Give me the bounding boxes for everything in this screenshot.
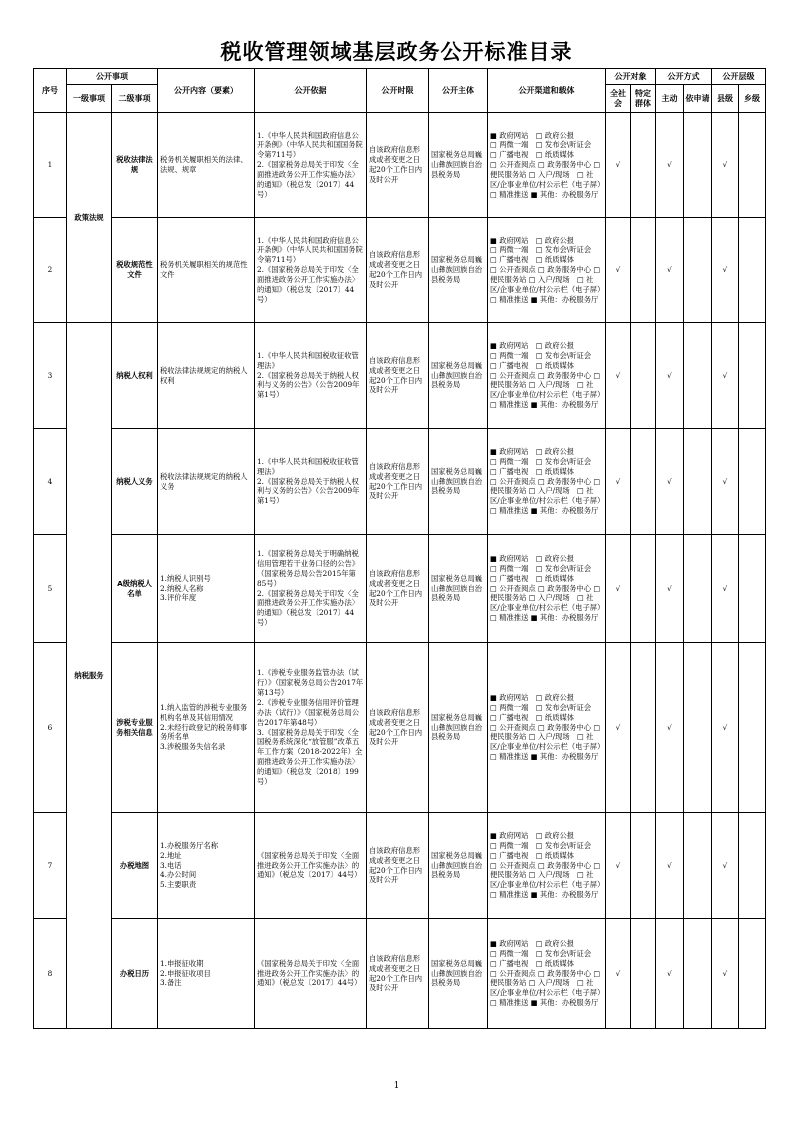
channel-line: □ 精准推送 ■ 其他：办税服务厅: [490, 752, 599, 762]
time-cell: 自该政府信息形成或者变更之日起20个工作日内及时公开: [367, 323, 429, 429]
content-line: 2.纳税人名称: [160, 583, 204, 593]
channel-line: □ 精准推送 ■ 其他：办税服务厅: [490, 506, 599, 516]
content-line: 2.地址: [160, 850, 182, 860]
row-number: 7: [34, 813, 67, 919]
level2-item: A级纳税人名单: [112, 535, 158, 643]
channel-line: □ 广播电视 □ 纸质媒体: [490, 712, 575, 722]
content-cell: [158, 535, 255, 643]
method-active-mark: √: [656, 643, 684, 813]
channel-line: □ 精准推送 ■ 其他：办税服务厅: [490, 613, 599, 623]
level-township-mark: [739, 218, 766, 323]
channel-line: □ 公开查阅点 □ 政务服务中心 □ 便民服务站 □ 入户/现场 □ 社区/企事业单位/村公示栏（电子屏）: [490, 968, 605, 998]
page-title: 税收管理领域基层政务公开标准目录: [220, 40, 573, 64]
target-all-mark: √: [606, 323, 631, 429]
header-content: 公开内容（要素）: [158, 69, 255, 113]
channel-line: □ 广播电视 □ 纸质媒体: [490, 573, 575, 583]
channel-line: □ 两微一端 □ 发布会\听证会: [490, 350, 592, 360]
channel-line: □ 精准推送 ■ 其他：办税服务厅: [490, 998, 599, 1008]
level-county-mark: √: [712, 323, 739, 429]
channel-cell: [488, 919, 606, 1029]
channel-line: □ 精准推送 ■ 其他：办税服务厅: [490, 189, 599, 199]
channel-cell: [488, 813, 606, 919]
row-number: 2: [34, 218, 67, 323]
header-level1: 一级事项: [67, 85, 112, 113]
basis-line: 3.《国家税务总局关于印发〈全国税务系统深化“放管服”改革五年工作方案（2018-2022年）全面推进政务公开工作实施办法〉的通知》（税总发〔2018〕199号）: [257, 727, 363, 786]
basis-cell: [255, 323, 367, 429]
target-specific-mark: [631, 323, 656, 429]
header-target: 公开对象: [606, 69, 656, 85]
channel-line: □ 两微一端 □ 发布会\听证会: [490, 140, 592, 150]
method-request-mark: [684, 113, 712, 218]
channel-line: □ 广播电视 □ 纸质媒体: [490, 360, 575, 370]
level-township-mark: [739, 429, 766, 535]
subject-cell: 国家税务总局巍山彝族回族自治县税务局: [429, 218, 488, 323]
content-cell: [158, 813, 255, 919]
basis-line: 《国家税务总局关于印发〈全面推进政务公开工作实施办法〉的通知》（税总发〔2017〕44号）: [257, 850, 362, 880]
group-label: 政策法规: [67, 113, 112, 323]
level2-item: 涉税专业服务相关信息: [112, 643, 158, 813]
method-request-mark: [684, 218, 712, 323]
channel-cell: [488, 429, 606, 535]
time-cell: 自该政府信息形成或者变更之日起20个工作日内及时公开: [367, 429, 429, 535]
method-active-mark: √: [656, 919, 684, 1029]
row-number: 5: [34, 535, 67, 643]
basis-line: 2.《国家税务总局关于印发〈全面推进政务公开工作实施办法〉的通知》（税总发〔2017〕44号）: [257, 160, 360, 199]
channel-cell: [488, 218, 606, 323]
subject-cell: 国家税务总局巍山彝族回族自治县税务局: [429, 643, 488, 813]
content-line: 1.纳税人识别号: [160, 573, 211, 583]
method-request-mark: [684, 813, 712, 919]
method-request-mark: [684, 323, 712, 429]
channel-cell: [488, 643, 606, 813]
channel-line: □ 公开查阅点 □ 政务服务中心 □ 便民服务站 □ 入户/现场 □ 社区/企事业单位/村公示栏（电子屏）: [490, 583, 605, 613]
channel-cell: [488, 113, 606, 218]
channel-line: □ 两微一端 □ 发布会\听证会: [490, 245, 592, 255]
basis-line: 2.《国家税务总局关于印发〈全面推进政务公开工作实施办法〉的通知》（税总发〔2017〕44号）: [257, 588, 360, 628]
header-item: 公开事项: [67, 69, 158, 85]
content-line: 2.未经行政登记的税务师事务所名单: [160, 722, 248, 742]
method-active-mark: √: [656, 218, 684, 323]
header-method: 公开方式: [656, 69, 712, 85]
time-cell: 自该政府信息形成或者变更之日起20个工作日内及时公开: [367, 643, 429, 813]
content-line: 3.备注: [160, 978, 182, 988]
basis-line: 2.《涉税专业服务信用评价管理办法（试行）》（国家税务总局公告2017年第48号）: [257, 697, 360, 727]
level-county-mark: √: [712, 813, 739, 919]
level-township-mark: [739, 113, 766, 218]
level-township-mark: [739, 919, 766, 1029]
method-request-mark: [684, 429, 712, 535]
time-cell: 自该政府信息形成或者变更之日起20个工作日内及时公开: [367, 919, 429, 1029]
target-specific-mark: [631, 113, 656, 218]
target-specific-mark: [631, 218, 656, 323]
channel-line: □ 精准推送 ■ 其他：办税服务厅: [490, 890, 599, 900]
channel-line: ■ 政府网站 □ 政府公报: [490, 939, 575, 949]
row-number: 8: [34, 919, 67, 1029]
method-active-mark: √: [656, 535, 684, 643]
channel-line: □ 两微一端 □ 发布会\听证会: [490, 948, 592, 958]
content-line: 税务机关履职相关的规范性文件: [160, 260, 248, 279]
channel-line: ■ 政府网站 □ 政府公报: [490, 341, 575, 351]
method-request-mark: [684, 919, 712, 1029]
method-request-mark: [684, 643, 712, 813]
channel-line: □ 两微一端 □ 发布会\听证会: [490, 702, 592, 712]
header-seq: 序号: [34, 69, 67, 113]
target-specific-mark: [631, 919, 656, 1029]
channel-line: ■ 政府网站 □ 政府公报: [490, 831, 575, 841]
content-line: 税收法律法规规定的纳税人权利: [160, 365, 248, 385]
table-row: [34, 429, 766, 535]
basis-line: 2.《国家税务总局关于印发〈全面推进政务公开工作实施办法〉的通知》（税总发〔2017〕44号）: [257, 265, 360, 304]
header-target-all: 全社会: [606, 85, 631, 113]
target-specific-mark: [631, 429, 656, 535]
method-active-mark: √: [656, 429, 684, 535]
basis-line: 2.《国家税务总局关于纳税人权利与义务的公告》（公告2009年第1号）: [257, 370, 360, 400]
level2-item: 办税地图: [112, 813, 158, 919]
level-township-mark: [739, 813, 766, 919]
time-cell: 自该政府信息形成或者变更之日起20个工作日内及时公开: [367, 218, 429, 323]
content-line: 3.评价年度: [160, 593, 197, 603]
row-number: 3: [34, 323, 67, 429]
group-label: 纳税服务: [67, 323, 112, 1029]
header-level-county: 县级: [712, 85, 739, 113]
header-method-active: 主动: [656, 85, 684, 113]
content-line: 1.办税服务厅名称: [160, 840, 219, 850]
subject-cell: 国家税务总局巍山彝族回族自治县税务局: [429, 535, 488, 643]
basis-cell: [255, 643, 367, 813]
subject-cell: 国家税务总局巍山彝族回族自治县税务局: [429, 919, 488, 1029]
channel-line: □ 精准推送 ■ 其他：办税服务厅: [490, 400, 599, 410]
target-all-mark: √: [606, 813, 631, 919]
header-level2: 二级事项: [112, 85, 158, 113]
catalog-table: [33, 68, 766, 1029]
target-specific-mark: [631, 813, 656, 919]
level-county-mark: √: [712, 919, 739, 1029]
content-line: 5.主要职责: [160, 880, 197, 890]
content-line: 2.申报征收项目: [160, 968, 211, 978]
table-row: [34, 535, 766, 643]
target-all-mark: √: [606, 113, 631, 218]
level-township-mark: [739, 643, 766, 813]
channel-line: □ 公开查阅点 □ 政务服务中心 □ 便民服务站 □ 入户/现场 □ 社区/企事业单位/村公示栏（电子屏）: [490, 160, 605, 189]
method-request-mark: [684, 535, 712, 643]
header-level: 公开层级: [712, 69, 766, 85]
basis-cell: [255, 535, 367, 643]
time-cell: 自该政府信息形成或者变更之日起20个工作日内及时公开: [367, 813, 429, 919]
content-cell: [158, 323, 255, 429]
header-basis: 公开依据: [255, 69, 367, 113]
channel-line: ■ 政府网站 □ 政府公报: [490, 554, 575, 564]
content-line: 3.电话: [160, 860, 182, 870]
content-line: 税收法律法规规定的纳税人义务: [160, 471, 248, 491]
header-time: 公开时限: [367, 69, 429, 113]
basis-line: 1.《中华人民共和国政府信息公开条例》（中华人民共和国国务院令第711号）: [257, 130, 363, 160]
content-line: 1.申报征收期: [160, 958, 204, 968]
target-specific-mark: [631, 643, 656, 813]
header-target-specific: 特定群体: [631, 85, 656, 113]
header-channel: 公开渠道和载体: [488, 69, 606, 113]
channel-line: □ 两微一端 □ 发布会\听证会: [490, 840, 592, 850]
basis-cell: [255, 113, 367, 218]
content-line: 1.纳入监管的涉税专业服务机构名单及其信用情况: [160, 702, 248, 722]
channel-line: □ 广播电视 □ 纸质媒体: [490, 850, 575, 860]
basis-cell: [255, 429, 367, 535]
header-method-request: 依申请: [684, 85, 712, 113]
channel-line: ■ 政府网站 □ 政府公报: [490, 235, 575, 245]
channel-line: ■ 政府网站 □ 政府公报: [490, 130, 575, 140]
level-township-mark: [739, 535, 766, 643]
target-specific-mark: [631, 535, 656, 643]
channel-cell: [488, 535, 606, 643]
content-cell: [158, 218, 255, 323]
header-subject: 公开主体: [429, 69, 488, 113]
channel-line: □ 两微一端 □ 发布会\听证会: [490, 563, 592, 573]
channel-line: □ 广播电视 □ 纸质媒体: [490, 150, 575, 160]
table-row: [34, 919, 766, 1029]
subject-cell: 国家税务总局巍山彝族回族自治县税务局: [429, 323, 488, 429]
basis-cell: [255, 919, 367, 1029]
header-level-township: 乡级: [739, 85, 766, 113]
page-number: 1: [393, 1081, 400, 1091]
table-row: [34, 643, 766, 813]
level-county-mark: √: [712, 535, 739, 643]
level2-item: 税收法律法规: [112, 113, 158, 218]
row-number: 1: [34, 113, 67, 218]
subject-cell: 国家税务总局巍山彝族回族自治县税务局: [429, 113, 488, 218]
row-number: 4: [34, 429, 67, 535]
table-row: [34, 113, 766, 218]
method-active-mark: √: [656, 323, 684, 429]
basis-line: 《国家税务总局关于印发〈全面推进政务公开工作实施办法〉的通知》（税总发〔2017〕44号）: [257, 958, 362, 988]
channel-cell: [488, 323, 606, 429]
subject-cell: 国家税务总局巍山彝族回族自治县税务局: [429, 429, 488, 535]
channel-line: □ 精准推送 ■ 其他：办税服务厅: [490, 294, 599, 304]
basis-line: 1.《中华人民共和国税收征收管理法》: [257, 456, 359, 476]
content-line: 4.办公时间: [160, 870, 197, 880]
channel-line: □ 广播电视 □ 纸质媒体: [490, 958, 575, 968]
channel-line: □ 公开查阅点 □ 政务服务中心 □ 便民服务站 □ 入户/现场 □ 社区/企事业单位/村公示栏（电子屏）: [490, 265, 605, 294]
basis-line: 1.《国家税务总局关于明确纳税信用管理若干业务口径的公告》（国家税务总局公告2015年第85号）: [257, 549, 360, 588]
content-line: 3.涉税服务失信名录: [160, 742, 226, 752]
channel-line: □ 广播电视 □ 纸质媒体: [490, 255, 575, 265]
table-row: [34, 323, 766, 429]
basis-line: 2.《国家税务总局关于纳税人权利与义务的公告》（公告2009年第1号）: [257, 476, 360, 506]
target-all-mark: √: [606, 919, 631, 1029]
table-row: [34, 218, 766, 323]
level-county-mark: √: [712, 218, 739, 323]
table-row: [34, 813, 766, 919]
method-active-mark: √: [656, 113, 684, 218]
channel-line: □ 公开查阅点 □ 政务服务中心 □ 便民服务站 □ 入户/现场 □ 社区/企事业单位/村公示栏（电子屏）: [490, 860, 605, 890]
level-county-mark: √: [712, 113, 739, 218]
basis-cell: [255, 218, 367, 323]
level2-item: 办税日历: [112, 919, 158, 1029]
channel-line: ■ 政府网站 □ 政府公报: [490, 693, 575, 703]
level-county-mark: √: [712, 643, 739, 813]
basis-line: 1.《中华人民共和国政府信息公开条例》（中华人民共和国国务院令第711号）: [257, 235, 363, 265]
channel-line: ■ 政府网站 □ 政府公报: [490, 447, 575, 457]
basis-line: 1.《中华人民共和国税收征收管理法》: [257, 350, 359, 370]
channel-line: □ 公开查阅点 □ 政务服务中心 □ 便民服务站 □ 入户/现场 □ 社区/企事业单位/村公示栏（电子屏）: [490, 370, 605, 400]
content-cell: [158, 919, 255, 1029]
basis-cell: [255, 813, 367, 919]
level2-item: 纳税人义务: [112, 429, 158, 535]
method-active-mark: √: [656, 813, 684, 919]
channel-line: □ 两微一端 □ 发布会\听证会: [490, 456, 592, 466]
subject-cell: 国家税务总局巍山彝族回族自治县税务局: [429, 813, 488, 919]
content-cell: [158, 429, 255, 535]
level2-item: 税收规范性文件: [112, 218, 158, 323]
channel-line: □ 公开查阅点 □ 政务服务中心 □ 便民服务站 □ 入户/现场 □ 社区/企事业单位/村公示栏（电子屏）: [490, 722, 605, 752]
time-cell: 自该政府信息形成或者变更之日起20个工作日内及时公开: [367, 113, 429, 218]
level-township-mark: [739, 323, 766, 429]
basis-line: 1.《涉税专业服务监管办法（试行）》（国家税务总局公告2017年第13号）: [257, 668, 364, 698]
target-all-mark: √: [606, 643, 631, 813]
time-cell: 自该政府信息形成或者变更之日起20个工作日内及时公开: [367, 535, 429, 643]
target-all-mark: √: [606, 535, 631, 643]
content-cell: [158, 643, 255, 813]
level-county-mark: √: [712, 429, 739, 535]
content-line: 税务机关履职相关的法律、法规、规章: [160, 155, 248, 174]
content-cell: [158, 113, 255, 218]
row-number: 6: [34, 643, 67, 813]
channel-line: □ 公开查阅点 □ 政务服务中心 □ 便民服务站 □ 入户/现场 □ 社区/企事业单位/村公示栏（电子屏）: [490, 476, 605, 506]
target-all-mark: √: [606, 218, 631, 323]
level2-item: 纳税人权利: [112, 323, 158, 429]
target-all-mark: √: [606, 429, 631, 535]
channel-line: □ 广播电视 □ 纸质媒体: [490, 466, 575, 476]
